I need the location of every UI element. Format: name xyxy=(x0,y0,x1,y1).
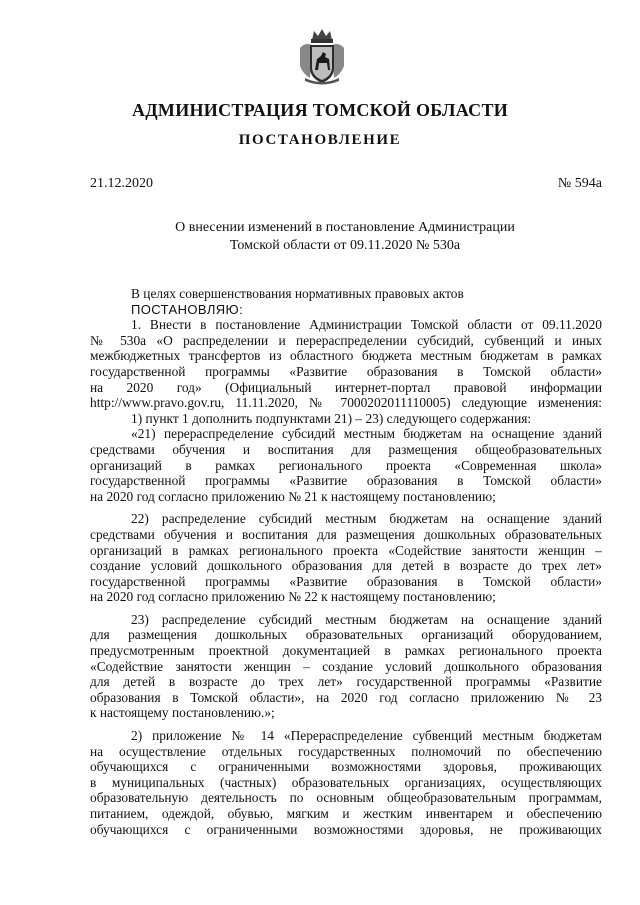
document-body xyxy=(90,286,602,837)
text-line: № 530а «О распределении и перераспределении субсидий, субвенций и иных xyxy=(90,332,602,348)
text-line: 23) распределение субсидий местным бюджетам на оснащение зданий xyxy=(131,611,602,627)
intro-paragraph xyxy=(90,286,602,317)
text-line: для детей в возрасте до трех лет» государственной программы «Развитие xyxy=(90,674,602,690)
text-line: для размещения дошкольных образовательных организаций оборудованием, xyxy=(90,627,602,643)
text-line: «Содействие занятости женщин – создание условий дошкольного образования xyxy=(90,658,602,674)
text-line: питанием, одеждой, обувью, мягким и жестким инвентарем и обеспечению xyxy=(90,806,602,821)
text-line: организаций в рамках регионального проекта «Современная школа» xyxy=(90,457,602,473)
text-line: государственной программы «Развитие образования в Томской области» xyxy=(90,473,602,489)
text-line: к настоящему постановлению.»; xyxy=(90,705,275,721)
text-line: на осуществление отдельных государственных полномочий по обеспечению xyxy=(90,743,602,759)
document-subject xyxy=(90,219,600,255)
text-line: в муниципальных (частных) образовательных организациях, осуществляющих xyxy=(90,774,602,790)
text-line: средствами обучения и воспитания для размещения дошкольных образовательных xyxy=(90,526,602,542)
paragraph-2 xyxy=(90,411,602,427)
resolve-heading: ПОСТАНОВЛЯЮ: xyxy=(131,301,244,317)
text-line: организаций в рамках регионального проекта «Содействие занятости женщин – xyxy=(90,542,602,558)
subject-line: О внесении изменений в постановление Администрации xyxy=(175,220,515,235)
text-line: 1. Внести в постановление Администрации Томской области от 09.11.2020 xyxy=(131,317,602,333)
text-line: на 2020 год» (Официальный интернет-портал правовой информации xyxy=(90,379,602,395)
text-line: средствами обучения и воспитания для размещения общеобразовательных xyxy=(90,441,602,457)
text-line: 22) распределение субсидий местным бюджетам на оснащение зданий xyxy=(131,511,602,527)
document-type-title: ПОСТАНОВЛЕНИЕ xyxy=(238,132,402,148)
text-line: межбюджетных трансфертов из областного бюджета местным бюджетам в рамках xyxy=(90,348,602,364)
subject-line: Томской области от 09.11.2020 № 530а xyxy=(229,238,461,253)
coat-of-arms-icon xyxy=(297,26,347,86)
paragraph-4 xyxy=(90,511,602,605)
text-line: обучающихся с ограниченными возможностями здоровья, проживающих xyxy=(90,759,602,775)
text-line: создание условий дошкольного образования для детей в возрасте до трех лет» xyxy=(90,558,602,574)
document-date: 21.12.2020 xyxy=(90,176,153,191)
paragraph-5 xyxy=(90,612,602,721)
text-line: образовательную деятельность по основным общеобразовательным программам, xyxy=(90,790,602,806)
paragraph-1 xyxy=(90,317,602,411)
text-line: обучающихся с ограниченными возможностями здоровья, не проживающих xyxy=(90,821,602,837)
text-line: на 2020 год согласно приложению № 22 к настоящему постановлению; xyxy=(90,589,496,605)
text-line: 1) пункт 1 дополнить подпунктами 21) – 23) следующего содержания: xyxy=(131,410,532,426)
text-line: 2) приложение № 14 «Перераспределение субвенций местным бюджетам xyxy=(131,728,602,744)
text-line: на 2020 год согласно приложению № 21 к настоящему постановлению; xyxy=(90,488,496,504)
text-line: предусмотренным проектной документацией в рамках регионального проекта xyxy=(90,643,602,659)
text-line: В целях совершенствования нормативных правовых актов xyxy=(131,286,464,301)
document-number: № 594а xyxy=(557,176,602,191)
text-line: государственной программы «Развитие образования в Томской области» xyxy=(90,363,602,379)
text-line: образования в Томской области», на 2020 год согласно приложению № 23 xyxy=(90,689,602,705)
text-line: «21) перераспределение субсидий местным бюджетам на оснащение зданий xyxy=(131,426,602,442)
text-line: государственной программы «Развитие образования в Томской области» xyxy=(90,573,602,589)
paragraph-3 xyxy=(90,426,602,504)
paragraph-6 xyxy=(90,728,602,837)
organization-title: АДМИНИСТРАЦИЯ ТОМСКОЙ ОБЛАСТИ xyxy=(131,100,509,120)
text-line: http://www.pravo.gov.ru, 11.11.2020, № 7000202011110005) следующие изменения: xyxy=(90,395,602,411)
